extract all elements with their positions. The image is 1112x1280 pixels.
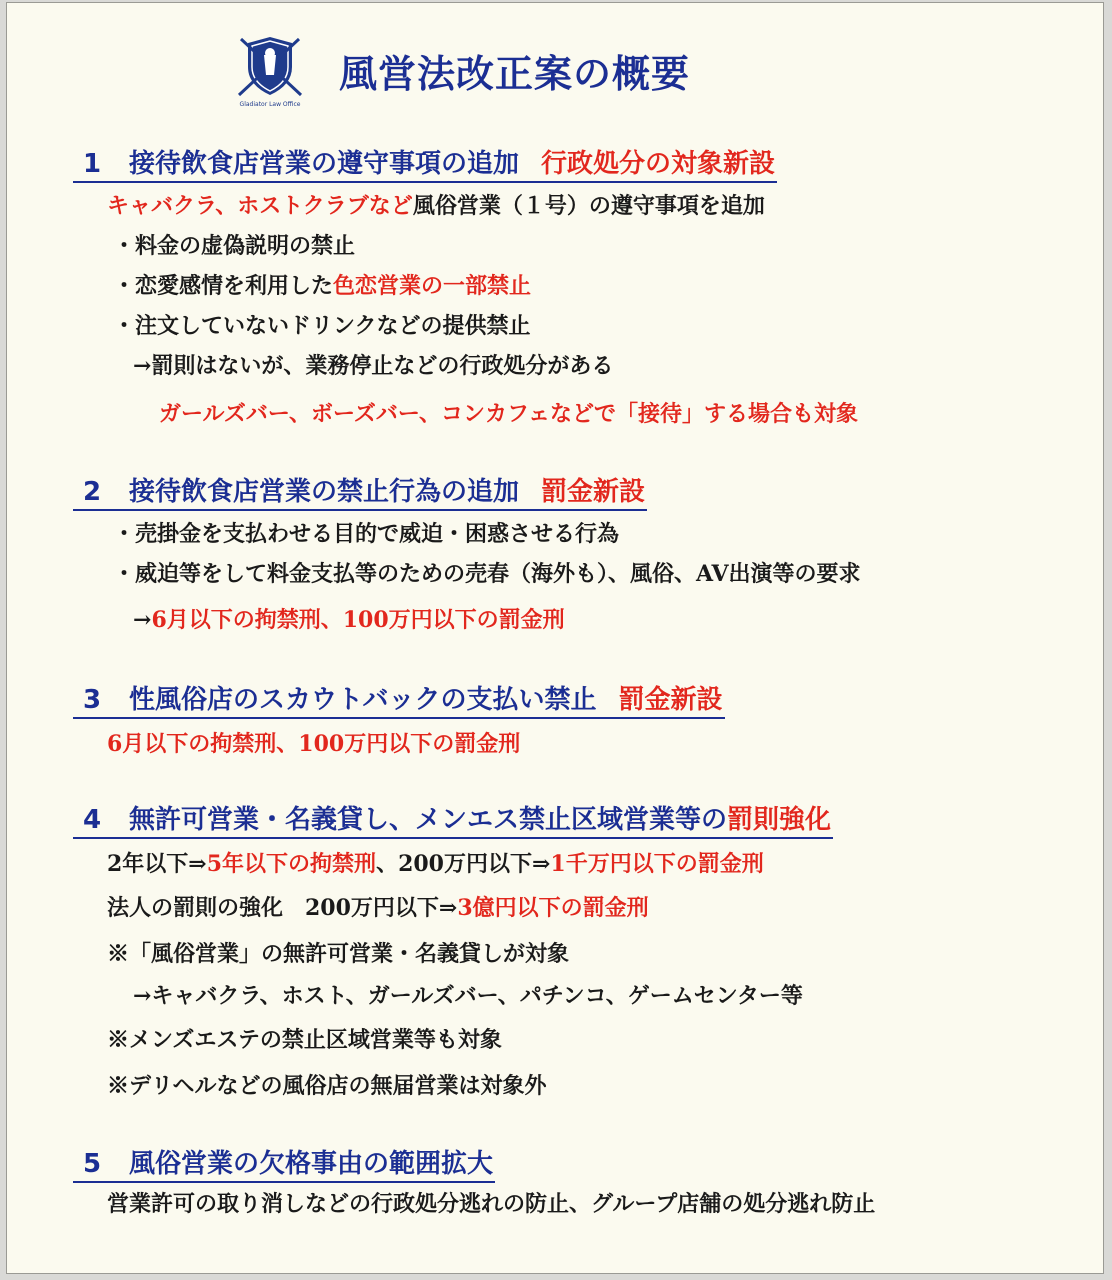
section-title: 性風俗店のスカウトバックの支払い禁止	[129, 685, 597, 715]
section-4-line-6: ※デリヘルなどの風俗店の無届営業は対象外	[107, 1073, 547, 1099]
section-3-line-1: 6月以下の拘禁刑、100万円以下の罰金刑	[107, 731, 521, 757]
section-tag: 行政処分の対象新設	[541, 149, 776, 179]
section-1-line-1: キャバクラ、ホストクラブなど風俗営業（１号）の遵守事項を追加	[107, 193, 765, 219]
section-1-line-5: →罰則はないが、業務停止などの行政処分がある	[133, 353, 614, 379]
section-tag: 罰金新設	[541, 477, 646, 507]
section-number: 3	[83, 685, 102, 715]
section-title: 無許可営業・名義貸し、メンエス禁止区域営業等の	[129, 805, 728, 835]
section-number: 5	[83, 1149, 102, 1179]
section-2-line-2: ・威迫等をして料金支払等のための売春（海外も）、風俗、AV出演等の要求	[113, 561, 861, 587]
section-1-line-2: ・料金の虚偽説明の禁止	[113, 233, 356, 259]
section-2-heading	[73, 475, 647, 511]
section-title: 接待飲食店営業の遵守事項の追加	[129, 149, 520, 179]
law-office-logo-icon	[235, 33, 305, 101]
page-title: 風営法改正案の概要	[339, 52, 691, 96]
document-page	[6, 2, 1104, 1274]
section-4-line-1: 2年以下⇒5年以下の拘禁刑、200万円以下⇒1千万円以下の罰金刑	[107, 851, 764, 877]
section-4-heading	[73, 803, 833, 839]
section-5-heading	[73, 1147, 495, 1183]
section-2-line-1: ・売掛金を支払わせる目的で威迫・困惑させる行為	[113, 521, 620, 547]
section-2-line-3: →6月以下の拘禁刑、100万円以下の罰金刑	[133, 607, 565, 633]
section-4-line-2: 法人の罰則の強化 200万円以下⇒3億円以下の罰金刑	[107, 895, 649, 921]
section-4-line-5: ※メンズエステの禁止区域営業等も対象	[107, 1027, 502, 1053]
section-title: 接待飲食店営業の禁止行為の追加	[129, 477, 520, 507]
section-4-line-3: ※「風俗営業」の無許可営業・名義貸しが対象	[107, 941, 570, 967]
section-5-line-1: 営業許可の取り消しなどの行政処分逃れの防止、グループ店舗の処分逃れ防止	[107, 1191, 876, 1217]
section-tag: 罰金新設	[618, 685, 723, 715]
section-1-line-4: ・注文していないドリンクなどの提供禁止	[113, 313, 531, 339]
section-1-heading	[73, 147, 777, 183]
section-number: 2	[83, 477, 102, 507]
section-tag: 罰則強化	[727, 805, 832, 835]
section-number: 4	[83, 805, 102, 835]
section-4-line-4: →キャバクラ、ホスト、ガールズバー、パチンコ、ゲームセンター等	[133, 983, 803, 1009]
section-1-line-3: ・恋愛感情を利用した色恋営業の一部禁止	[113, 273, 532, 299]
section-3-heading	[73, 683, 725, 719]
section-number: 1	[83, 149, 102, 179]
section-1-line-6: ガールズバー、ボーズバー、コンカフェなどで「接待」する場合も対象	[159, 401, 858, 427]
logo-text: Gladiator Law Office	[239, 101, 301, 108]
section-title: 風俗営業の欠格事由の範囲拡大	[129, 1149, 494, 1179]
